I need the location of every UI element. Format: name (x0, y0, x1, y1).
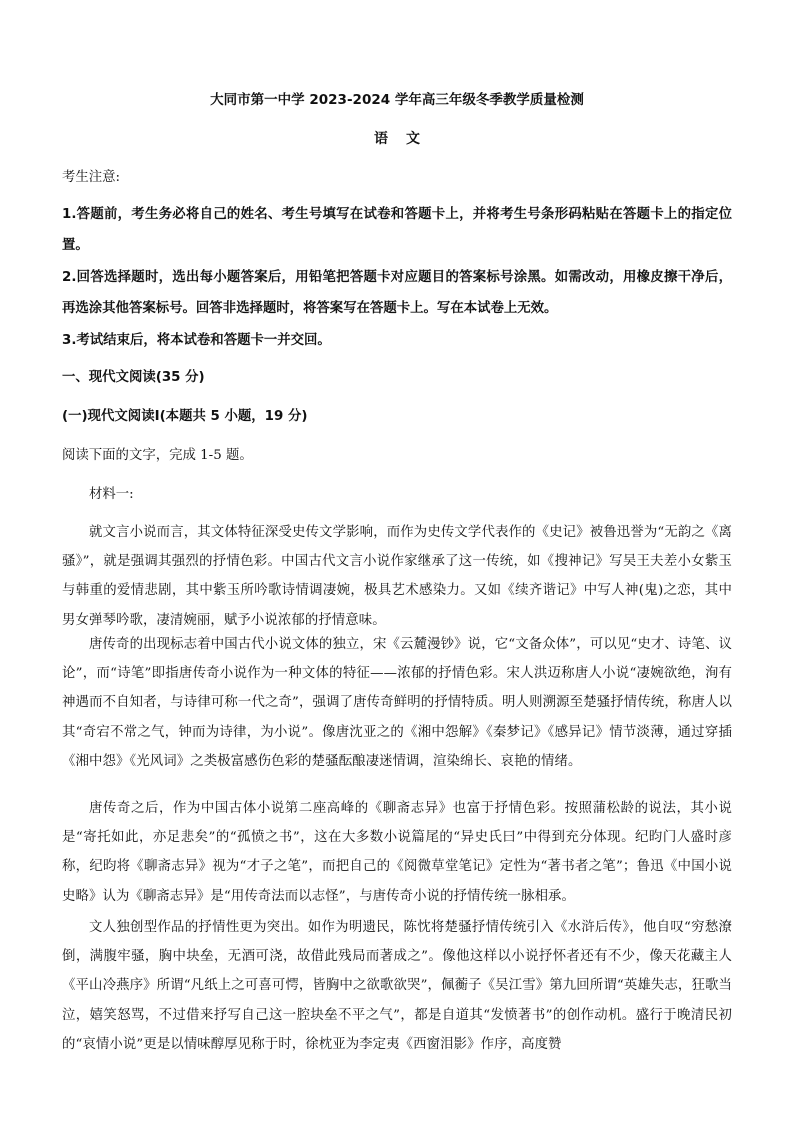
subsection-heading: (一)现代文阅读Ⅰ(本题共 5 小题，19 分) (62, 409, 308, 424)
paragraph-1: 就文言小说而言，其文体特征深受史传文学影响，而作为史传文学代表作的《史记》被鲁迅誉为“无韵之《离骚》”，就是强调其强烈的抒情色彩。中国古代文言小说作家继承了这一传统，如《搜神记》写吴王夫差小女紫玉与韩重的爱情悲剧，其中紫玉所吟歌诗情调凄婉，极具艺术感染力。又如《续齐谐记》中写人神(鬼)之恋，其中男女弹琴吟歌，凄清婉丽，赋予小说浓郁的抒情意味。 (62, 525, 732, 628)
section-heading: 一、现代文阅读(35 分) (62, 370, 205, 385)
notice-heading: 考生注意: (62, 170, 121, 185)
notice-item-2: 2.回答选择题时，选出每小题答案后，用铅笔把答题卡对应题目的答案标号涂黑。如需改动，用橡皮擦干净后，再选涂其他答案标号。回答非选择题时，将答案写在答题卡上。写在本试卷上无效。 (62, 270, 732, 316)
paragraph-4: 文人独创型作品的抒情性更为突出。如作为明遗民，陈忱将楚骚抒情传统引入《水浒后传》，他自叹“穷愁潦倒，满腹牢骚，胸中块垒，无酒可浇，故借此残局而著成之”。像他这样以小说抒怀者还有不少，像天花藏主人《平山冷燕序》所谓“凡纸上之可喜可愕，皆胸中之欲歌欲哭”，佩蘅子《吴江雪》第九回所谓“英雄失志，狂歌当泣，嬉笑怒骂，不过借来抒写自己这一腔块垒不平之气”，都是自道其“发愤著书”的创作动机。盛行于晚清民初的“哀情小说”更是以情味醇厚见称于时，徐枕亚为李定夷《西窗泪影》作序，高度赞 (62, 920, 732, 1052)
paragraph-3: 唐传奇之后，作为中国古体小说第二座高峰的《聊斋志异》也富于抒情色彩。按照蒲松龄的说法，其小说是“寄托如此，亦足悲矣”的“孤愤之书”，这在大多数小说篇尾的“异史氏曰”中得到充分体现。纪昀门人盛时彦称，纪昀将《聊斋志异》视为“才子之笔”，而把自己的《阅微草堂笔记》定性为“著书者之笔”；鲁迅《中国小说史略》认为《聊斋志异》是“用传奇法而以志怪”，与唐传奇小说的抒情传统一脉相承。 (62, 801, 732, 904)
exam-title: 大同市第一中学 2023-2024 学年高三年级冬季教学质量检测 (210, 92, 584, 108)
reading-instruction: 阅读下面的文字，完成 1-5 题。 (62, 448, 253, 463)
notice-item-3: 3.考试结束后，将本试卷和答题卡一并交回。 (62, 333, 331, 348)
material-label: 材料一: (89, 487, 134, 502)
notice-item-1: 1.答题前，考生务必将自己的姓名、考生号填写在试卷和答题卡上，并将考生号条形码粘贴在答题卡上的指定位置。 (62, 207, 732, 253)
subject-title: 语文 (374, 131, 438, 147)
paragraph-2: 唐传奇的出现标志着中国古代小说文体的独立，宋《云麓漫钞》说，它“文备众体”，可以见“史才、诗笔、议论”，而“诗笔”即指唐传奇小说作为一种文体的特征——浓郁的抒情色彩。宋人洪迈称唐人小说“凄婉欲绝，洵有神遇而不自知者，与诗律可称一代之奇”，强调了唐传奇鲜明的抒情特质。明人则溯源至楚骚抒情传统，称唐人以其“奇宕不常之气，钟而为诗律，为小说”。像唐沈亚之的《湘中怨解》《秦梦记》《感异记》情节淡薄，通过穿插《湘中怨》《光风词》之类极富感伤色彩的楚骚酝酿凄迷情调，渲染绵长、哀艳的情绪。 (62, 637, 732, 769)
